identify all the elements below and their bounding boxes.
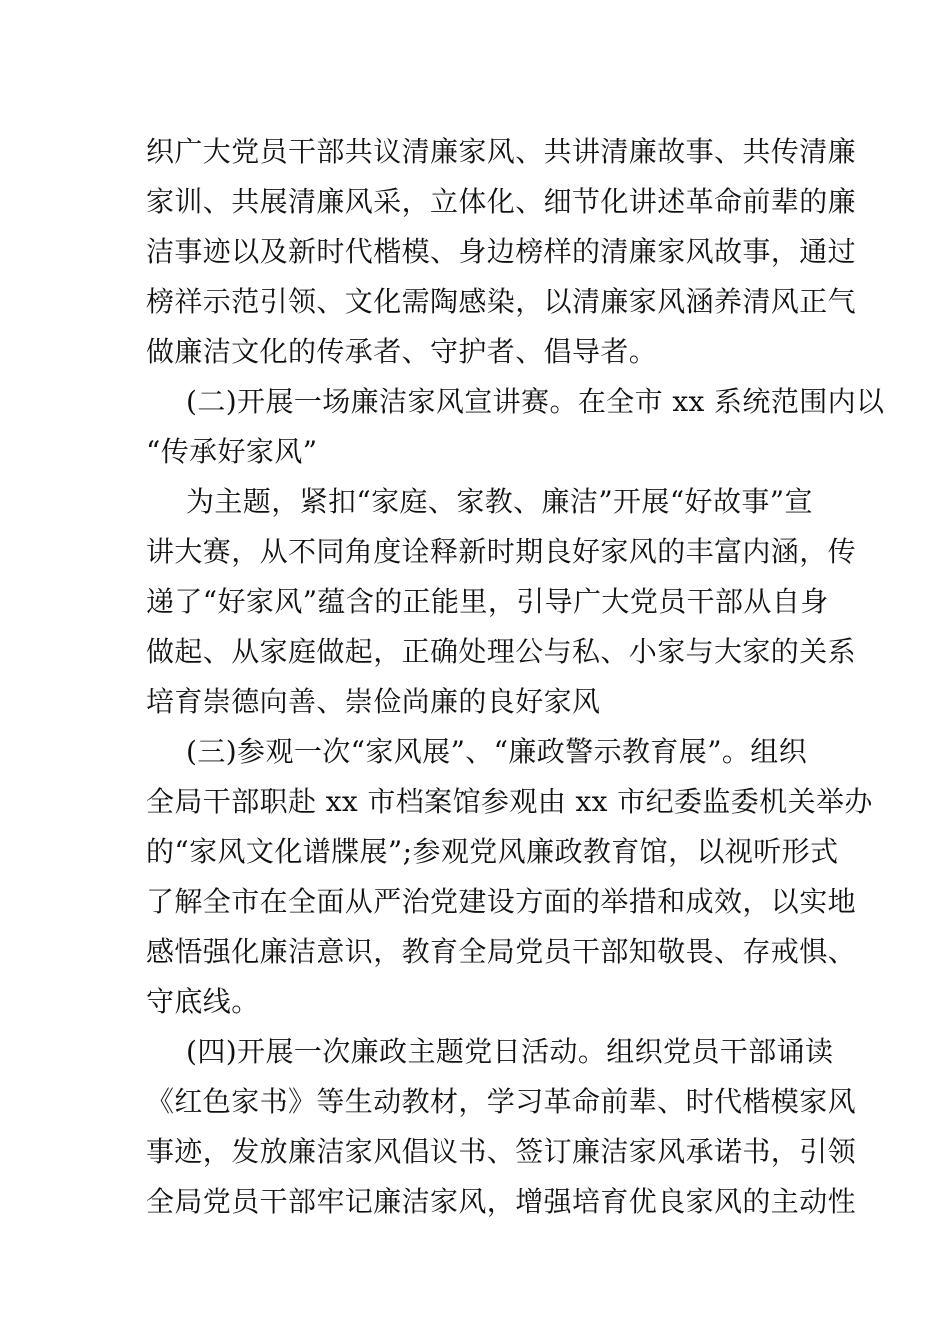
section-heading-line: (二)开展一场廉洁家风宣讲赛。在全市 xx 系统范围内以 bbox=[186, 385, 885, 418]
text-line: 《红色家书》等生动教材，学习革命前辈、时代楷模家风 bbox=[146, 1085, 857, 1118]
text-line: 全局干部职赴 xx 市档案馆参观由 xx 市纪委监委机关举办 bbox=[146, 785, 873, 818]
text-line: 守底线。 bbox=[146, 985, 260, 1018]
text-line: 全局党员干部牢记廉洁家风，增强培育优良家风的主动性 bbox=[146, 1185, 857, 1218]
text-line: 家训、共展清廉风采，立体化、细节化讲述革命前辈的廉 bbox=[146, 185, 857, 218]
section-heading-line: (四)开展一次廉政主题党日活动。组织党员干部诵读 bbox=[186, 1035, 834, 1068]
text-line: 递了“好家风”蕴含的正能里，引导广大党员干部从自身 bbox=[146, 585, 829, 618]
text-line: 为主题，紧扣“家庭、家教、廉洁”开展“好故事”宣 bbox=[186, 485, 813, 518]
text-line: 榜祥示范引领、文化需陶感染，以清廉家风涵养清风正气 bbox=[146, 285, 857, 318]
text-line: “传承好家风” bbox=[146, 435, 318, 468]
text-line: 了解全市在全面从严治党建设方面的举措和成效，以实地 bbox=[146, 885, 857, 918]
text-line: 培育崇德向善、崇俭尚廉的良好家风 bbox=[146, 685, 601, 718]
text-line: 感悟强化廉洁意识，教育全局党员干部知敬畏、存戒惧、 bbox=[146, 935, 857, 968]
text-line: 事迹，发放廉洁家风倡议书、签订廉洁家风承诺书，引领 bbox=[146, 1135, 857, 1168]
text-line: 做起、从家庭做起，正确处理公与私、小家与大家的关系 bbox=[146, 635, 857, 668]
text-line: 做廉洁文化的传承者、守护者、倡导者。 bbox=[146, 335, 658, 368]
text-line: 讲大赛，从不同角度诠释新时期良好家风的丰富内涵，传 bbox=[146, 535, 857, 568]
text-line: 的“家风文化谱牒展”;参观党风廉政教育馆，以视听形式 bbox=[146, 835, 839, 868]
text-line: 洁事迹以及新时代楷模、身边榜样的清廉家风故事，通过 bbox=[146, 235, 857, 268]
section-heading-line: (三)参观一次“家风展”、“廉政警示教育展”。组织 bbox=[186, 735, 808, 768]
text-line: 织广大党员干部共议清廉家风、共讲清廉故事、共传清廉 bbox=[146, 135, 857, 168]
